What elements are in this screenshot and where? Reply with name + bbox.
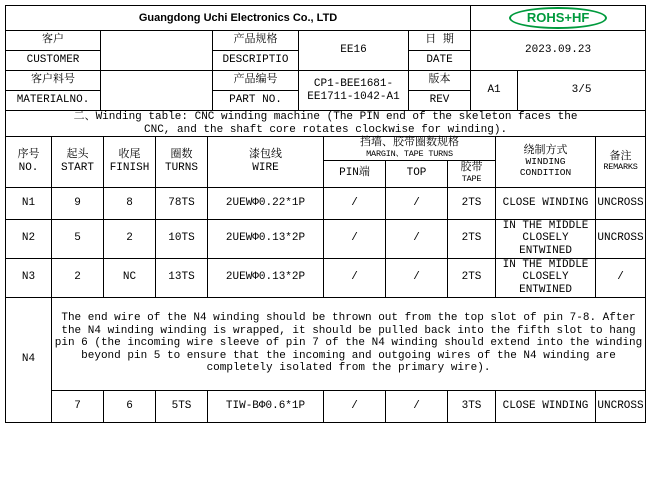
cell-condition: CLOSE WINDING [496, 390, 596, 422]
cell-remarks: UNCROSS [596, 390, 646, 422]
col-wire-en: WIRE [252, 161, 279, 174]
table-row [6, 219, 646, 258]
rohs-badge-cell [471, 6, 646, 31]
cell-finish: NC [104, 258, 156, 297]
col-finish [104, 137, 156, 187]
cell-wire: 2UEWΦ0.13*2P [208, 219, 324, 258]
label-date-cn: 日 期 [409, 31, 471, 51]
col-no-cn: 序号 [17, 149, 40, 162]
cell-condition-line2: CLOSELY ENTWINED [519, 271, 572, 296]
cell-no: N3 [6, 258, 52, 297]
cell-tape: 2TS [448, 258, 496, 297]
n4-description-row [6, 297, 646, 390]
col-condition-en1: WINDING [525, 156, 566, 168]
value-partno-line2: EE1711-1042-A1 [307, 90, 400, 103]
col-remarks-en: REMARKS [603, 162, 638, 173]
col-start-cn: 起头 [66, 149, 89, 162]
col-condition-en2: CONDITION [519, 167, 572, 179]
col-condition-cn: 绕制方式 [523, 144, 568, 157]
cell-top: / [386, 219, 448, 258]
label-material-cn: 客户料号 [6, 71, 101, 91]
cell-remarks: UNCROSS [596, 187, 646, 219]
cell-pin: / [324, 390, 386, 422]
cell-top: / [386, 258, 448, 297]
cell-top: / [386, 390, 448, 422]
cell-condition-line1: IN THE MIDDLE [502, 219, 589, 232]
cell-condition [496, 187, 596, 219]
col-finish-cn: 收尾 [118, 149, 141, 162]
n4-description: The end wire of the N4 winding should be thrown out from the top slot of pin 7-8. After the N4 winding winding is wrapped, it should be pulled back into the fifth slot to hang pin 6 (the incoming wire sleeve of pin 7 of the N4 winding should extend into the winding beyond pin 5 to ensure that the incoming and outgoing wires of the N4 winding are completely isolated from the primary wire). [52, 297, 646, 390]
col-tape [448, 160, 496, 187]
col-wire [208, 137, 324, 187]
table-row [6, 390, 646, 422]
col-pin: PIN端 [324, 160, 386, 187]
cell-start: 7 [52, 390, 104, 422]
label-rev-cn: 版本 [409, 71, 471, 91]
cell-pin: / [324, 187, 386, 219]
value-rev: A1 [471, 71, 518, 111]
winding-table [5, 136, 646, 422]
value-page: 3/5 [518, 71, 646, 111]
cell-finish: 6 [104, 390, 156, 422]
cell-tape: 2TS [448, 187, 496, 219]
cell-turns: 5TS [156, 390, 208, 422]
table-row [6, 187, 646, 219]
cell-tape: 2TS [448, 219, 496, 258]
col-condition [496, 137, 596, 187]
cell-turns: 13TS [156, 258, 208, 297]
cell-tape: 3TS [448, 390, 496, 422]
col-remarks-cn: 备注 [609, 150, 632, 163]
cell-wire: 2UEWΦ0.22*1P [208, 187, 324, 219]
label-material-en: MATERIALNO. [6, 91, 101, 111]
col-no-en: NO. [18, 161, 39, 174]
cell-condition-line1: CLOSE WINDING [502, 196, 589, 209]
col-margin-group-cn: 挡墙、胶带圈数规格 [360, 137, 459, 150]
cell-turns: 10TS [156, 219, 208, 258]
winding-note-line2: CNC, and the shaft core rotates clockwise for winding). [144, 123, 508, 136]
col-remarks [596, 137, 646, 187]
col-margin-group [324, 137, 496, 160]
cell-top: / [386, 187, 448, 219]
value-partno [299, 71, 409, 111]
label-date-en: DATE [409, 51, 471, 71]
cell-remarks: / [596, 258, 646, 297]
cell-start: 2 [52, 258, 104, 297]
col-start-en: START [60, 161, 94, 174]
label-customer-cn: 客户 [6, 31, 101, 51]
col-wire-cn: 漆包线 [249, 149, 282, 162]
col-tape-cn: 胶带 [460, 162, 483, 175]
value-spec: EE16 [299, 31, 409, 71]
col-turns [156, 137, 208, 187]
value-date: 2023.09.23 [471, 31, 646, 71]
cell-wire: TIW-BΦ0.6*1P [208, 390, 324, 422]
cell-finish: 2 [104, 219, 156, 258]
col-no [6, 137, 52, 187]
table-row [6, 258, 646, 297]
cell-pin: / [324, 219, 386, 258]
col-margin-group-en: MARGIN、TAPE TURNS [366, 148, 453, 159]
label-partno-cn: 产品编号 [213, 71, 299, 91]
col-tape-en: TAPE [461, 174, 482, 185]
spec-header-table [5, 5, 646, 137]
cell-condition [496, 258, 596, 297]
cell-no: N1 [6, 187, 52, 219]
cell-turns: 78TS [156, 187, 208, 219]
cell-condition-line1: IN THE MIDDLE [502, 258, 589, 271]
col-turns-en: TURNS [164, 161, 198, 174]
cell-no: N2 [6, 219, 52, 258]
value-customer [101, 31, 213, 71]
rohs-badge: ROHS+HF [509, 7, 607, 29]
label-rev-en: REV [409, 91, 471, 111]
value-partno-line1: CP1-BEE1681- [313, 77, 394, 90]
value-material [101, 71, 213, 111]
cell-condition-line2: CLOSELY ENTWINED [519, 232, 572, 257]
label-spec-cn: 产品规格 [213, 31, 299, 51]
cell-no-n4: N4 [6, 297, 52, 422]
col-turns-cn: 圈数 [170, 149, 193, 162]
cell-wire: 2UEWΦ0.13*2P [208, 258, 324, 297]
cell-condition [496, 219, 596, 258]
cell-start: 9 [52, 187, 104, 219]
label-customer-en: CUSTOMER [6, 51, 101, 71]
col-finish-en: FINISH [109, 161, 150, 174]
cell-pin: / [324, 258, 386, 297]
cell-finish: 8 [104, 187, 156, 219]
cell-start: 5 [52, 219, 104, 258]
winding-note [6, 111, 646, 137]
col-top: TOP [386, 160, 448, 187]
label-spec-en: DESCRIPTIO [213, 51, 299, 71]
company-title: Guangdong Uchi Electronics Co., LTD [6, 6, 471, 31]
label-partno-en: PART NO. [213, 91, 299, 111]
winding-note-line1: 二、Winding table: CNC winding machine (The PIN end of the skeleton faces the [73, 111, 578, 123]
col-start [52, 137, 104, 187]
document-sheet [0, 5, 650, 495]
cell-remarks: UNCROSS [596, 219, 646, 258]
